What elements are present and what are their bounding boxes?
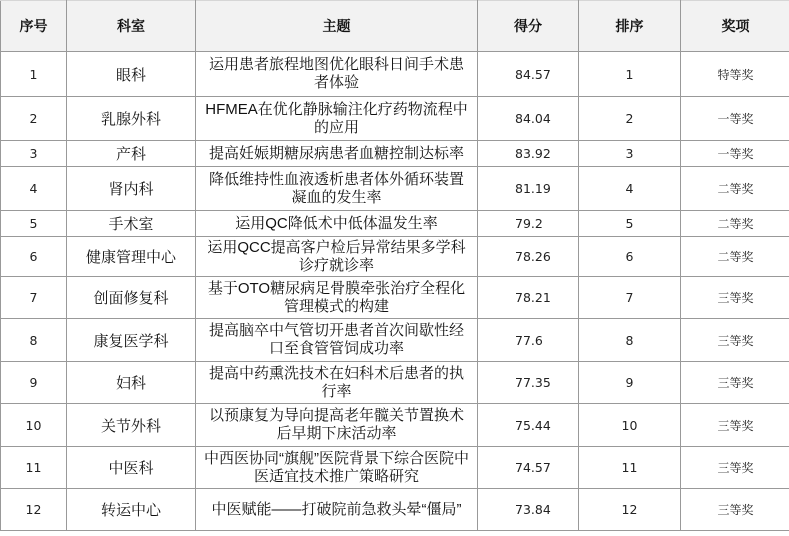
- cell-dept: 产科: [67, 141, 196, 167]
- cell-score: 78.21: [478, 277, 579, 319]
- cell-award: 三等奖: [681, 277, 789, 319]
- header-score: 得分: [478, 1, 579, 52]
- cell-award: 三等奖: [681, 404, 789, 447]
- cell-dept: 转运中心: [67, 489, 196, 531]
- cell-dept: 乳腺外科: [67, 97, 196, 141]
- cell-dept: 创面修复科: [67, 277, 196, 319]
- cell-index: 8: [1, 319, 67, 362]
- cell-dept: 关节外科: [67, 404, 196, 447]
- cell-award: 特等奖: [681, 52, 789, 97]
- cell-index: 6: [1, 237, 67, 277]
- table-row: [1, 211, 789, 237]
- cell-rank: 12: [579, 489, 681, 531]
- cell-index: 9: [1, 362, 67, 404]
- table-row: [1, 97, 789, 141]
- table-row: [1, 319, 789, 362]
- cell-index: 1: [1, 52, 67, 97]
- table-row: [1, 167, 789, 211]
- cell-score: 78.26: [478, 237, 579, 277]
- cell-topic: 提高中药熏洗技术在妇科术后患者的执行率: [196, 362, 478, 404]
- cell-rank: 11: [579, 447, 681, 489]
- table-row: [1, 141, 789, 167]
- cell-dept: 妇科: [67, 362, 196, 404]
- cell-topic: 提高妊娠期糖尿病患者血糖控制达标率: [196, 141, 478, 167]
- cell-dept: 肾内科: [67, 167, 196, 211]
- table-row: [1, 447, 789, 489]
- header-index: 序号: [1, 1, 67, 52]
- header-topic: 主题: [196, 1, 478, 52]
- cell-score: 83.92: [478, 141, 579, 167]
- cell-award: 二等奖: [681, 211, 789, 237]
- cell-index: 12: [1, 489, 67, 531]
- cell-score: 79.2: [478, 211, 579, 237]
- cell-index: 11: [1, 447, 67, 489]
- table-row: [1, 237, 789, 277]
- cell-dept: 眼科: [67, 52, 196, 97]
- cell-award: 二等奖: [681, 167, 789, 211]
- cell-rank: 2: [579, 97, 681, 141]
- cell-topic: 运用QC降低术中低体温发生率: [196, 211, 478, 237]
- cell-score: 84.57: [478, 52, 579, 97]
- header-dept: 科室: [67, 1, 196, 52]
- table-row: [1, 52, 789, 97]
- cell-index: 4: [1, 167, 67, 211]
- cell-rank: 9: [579, 362, 681, 404]
- header-award: 奖项: [681, 1, 789, 52]
- cell-rank: 5: [579, 211, 681, 237]
- cell-topic: 降低维持性血液透析患者体外循环装置凝血的发生率: [196, 167, 478, 211]
- cell-award: 一等奖: [681, 97, 789, 141]
- cell-topic: 以预康复为导向提高老年髋关节置换术后早期下床活动率: [196, 404, 478, 447]
- cell-score: 73.84: [478, 489, 579, 531]
- cell-index: 3: [1, 141, 67, 167]
- cell-rank: 4: [579, 167, 681, 211]
- table-row: [1, 362, 789, 404]
- cell-award: 三等奖: [681, 447, 789, 489]
- cell-topic: 提高脑卒中气管切开患者首次间歇性经口至食管管饲成功率: [196, 319, 478, 362]
- table-row: [1, 489, 789, 531]
- cell-dept: 中医科: [67, 447, 196, 489]
- cell-rank: 3: [579, 141, 681, 167]
- table-row: [1, 277, 789, 319]
- cell-index: 7: [1, 277, 67, 319]
- cell-award: 三等奖: [681, 319, 789, 362]
- cell-dept: 手术室: [67, 211, 196, 237]
- cell-score: 84.04: [478, 97, 579, 141]
- header-rank: 排序: [579, 1, 681, 52]
- cell-award: 三等奖: [681, 489, 789, 531]
- cell-score: 77.6: [478, 319, 579, 362]
- cell-rank: 7: [579, 277, 681, 319]
- cell-score: 81.19: [478, 167, 579, 211]
- cell-index: 5: [1, 211, 67, 237]
- cell-score: 75.44: [478, 404, 579, 447]
- table-row: [1, 404, 789, 447]
- cell-award: 二等奖: [681, 237, 789, 277]
- cell-index: 10: [1, 404, 67, 447]
- cell-rank: 8: [579, 319, 681, 362]
- cell-topic: HFMEA在优化静脉输注化疗药物流程中的应用: [196, 97, 478, 141]
- cell-rank: 10: [579, 404, 681, 447]
- cell-dept: 康复医学科: [67, 319, 196, 362]
- cell-award: 三等奖: [681, 362, 789, 404]
- cell-dept: 健康管理中心: [67, 237, 196, 277]
- cell-topic: 基于OTO糖尿病足骨膜牵张治疗全程化管理模式的构建: [196, 277, 478, 319]
- cell-topic: 中西医协同“旗舰”医院背景下综合医院中医适宜技术推广策略研究: [196, 447, 478, 489]
- cell-topic: 中医赋能——打破院前急救头晕“僵局”: [196, 489, 478, 531]
- cell-topic: 运用QCC提高客户检后异常结果多学科诊疗就诊率: [196, 237, 478, 277]
- cell-rank: 1: [579, 52, 681, 97]
- cell-index: 2: [1, 97, 67, 141]
- header-row: [1, 1, 789, 52]
- cell-topic: 运用患者旅程地图优化眼科日间手术患者体验: [196, 52, 478, 97]
- cell-award: 一等奖: [681, 141, 789, 167]
- cell-score: 77.35: [478, 362, 579, 404]
- cell-score: 74.57: [478, 447, 579, 489]
- cell-rank: 6: [579, 237, 681, 277]
